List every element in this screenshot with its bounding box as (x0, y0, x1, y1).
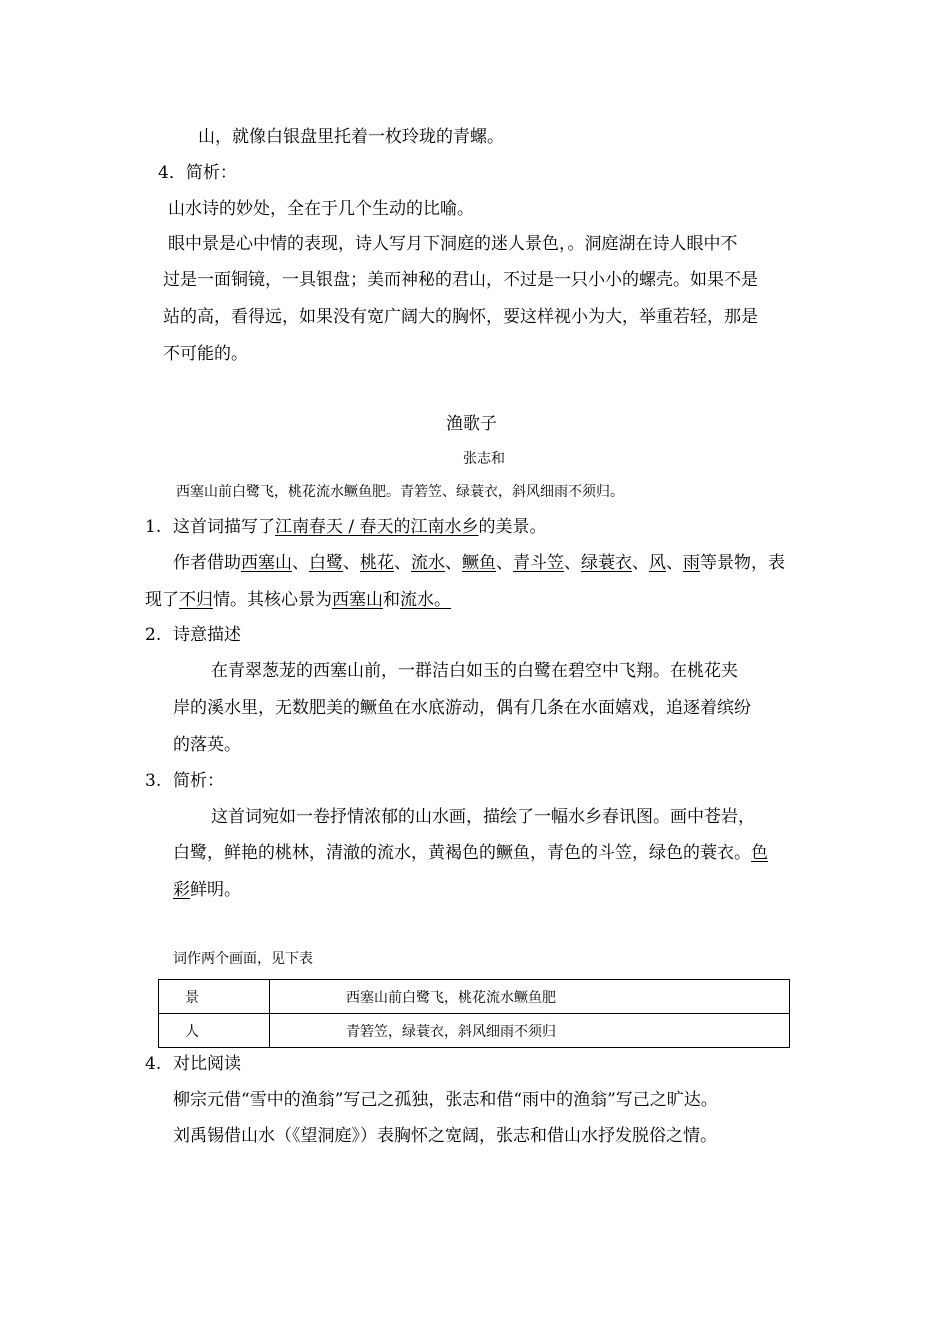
scene-table (158, 979, 790, 1048)
paragraph-line: 眼中景是心中情的表现，诗人写月下洞庭的迷人景色，。洞庭湖在诗人眼中不 (168, 234, 738, 254)
paragraph-line: 彩鲜明。 (173, 880, 241, 900)
paragraph-line: 在青翠葱茏的西塞山前，一群洁白如玉的白鹭在碧空中飞翔。在桃花夹 (211, 661, 738, 681)
item-title: 简析： (173, 771, 224, 791)
paragraph-line: 站的高，看得远，如果没有宽广阔大的胸怀，要这样视小为大，举重若轻，那是 (163, 307, 758, 327)
paragraph-line: 刘禹锡借山水（《望洞庭》）表胸怀之宽阔，张志和借山水抒发脱俗之情。 (173, 1126, 717, 1146)
table-cell-content: 青箬笠，绿蓑衣，斜风细雨不须归 (270, 1014, 790, 1048)
item-number: 4. (145, 1054, 162, 1074)
underlined-answer: 江南春天 / 春天的江南水乡 (275, 517, 479, 537)
table-row (159, 1014, 790, 1048)
table-cell-label: 景 (159, 980, 270, 1014)
paragraph-line: 不可能的。 (163, 344, 248, 364)
item-number: 1. (145, 517, 162, 537)
table-cell-label: 人 (159, 1014, 270, 1048)
item1-line1: 这首词描写了江南春天 / 春天的江南水乡的美景。 (173, 517, 547, 537)
text-line: 山，就像白银盘里托着一枚玲珑的青螺。 (198, 127, 504, 147)
poem-author: 张志和 (463, 451, 505, 467)
paragraph-line: 柳宗元借“雪中的渔翁”写己之孤独，张志和借“雨中的渔翁”写己之旷达。 (173, 1090, 718, 1110)
section-heading: 4．简析： (158, 163, 237, 183)
item1-line3: 现了不归情。其核心景为西塞山和流水。 (145, 590, 451, 610)
paragraph-line: 这首词宛如一卷抒情浓郁的山水画，描绘了一幅水乡春讯图。画中苍岩， (211, 807, 755, 827)
paragraph-line: 岸的溪水里，无数肥美的鳜鱼在水底游动，偶有几条在水面嬉戏，追逐着缤纷 (173, 698, 751, 718)
item1-line2: 作者借助西塞山、白鹭、桃花、流水、鳜鱼、青斗笠、绿蓑衣、风、雨等景物，表 (173, 553, 785, 573)
paragraph-line: 白鹭，鲜艳的桃林，清澈的流水，黄褐色的鳜鱼，青色的斗笠，绿色的蓑衣。色 (173, 843, 768, 863)
paragraph-line: 山水诗的妙处，全在于几个生动的比喻。 (168, 199, 474, 219)
poem-text: 西塞山前白鹭飞，桃花流水鳜鱼肥。青箬笠、绿蓑衣，斜风细雨不须归。 (176, 484, 624, 500)
item-title: 诗意描述 (173, 625, 241, 645)
paragraph-line: 的落英。 (173, 735, 241, 755)
table-row (159, 980, 790, 1014)
item-title: 对比阅读 (173, 1054, 241, 1074)
item-number: 3. (145, 771, 162, 791)
paragraph-line: 过是一面铜镜，一具银盘；美而神秘的君山，不过是一只小小的螺壳。如果不是 (163, 270, 758, 290)
table-caption: 词作两个画面，见下表 (173, 951, 313, 967)
poem-title: 渔歌子 (446, 414, 497, 434)
item-number: 2. (145, 625, 162, 645)
table-cell-content: 西塞山前白鹭飞，桃花流水鳜鱼肥 (270, 980, 790, 1014)
